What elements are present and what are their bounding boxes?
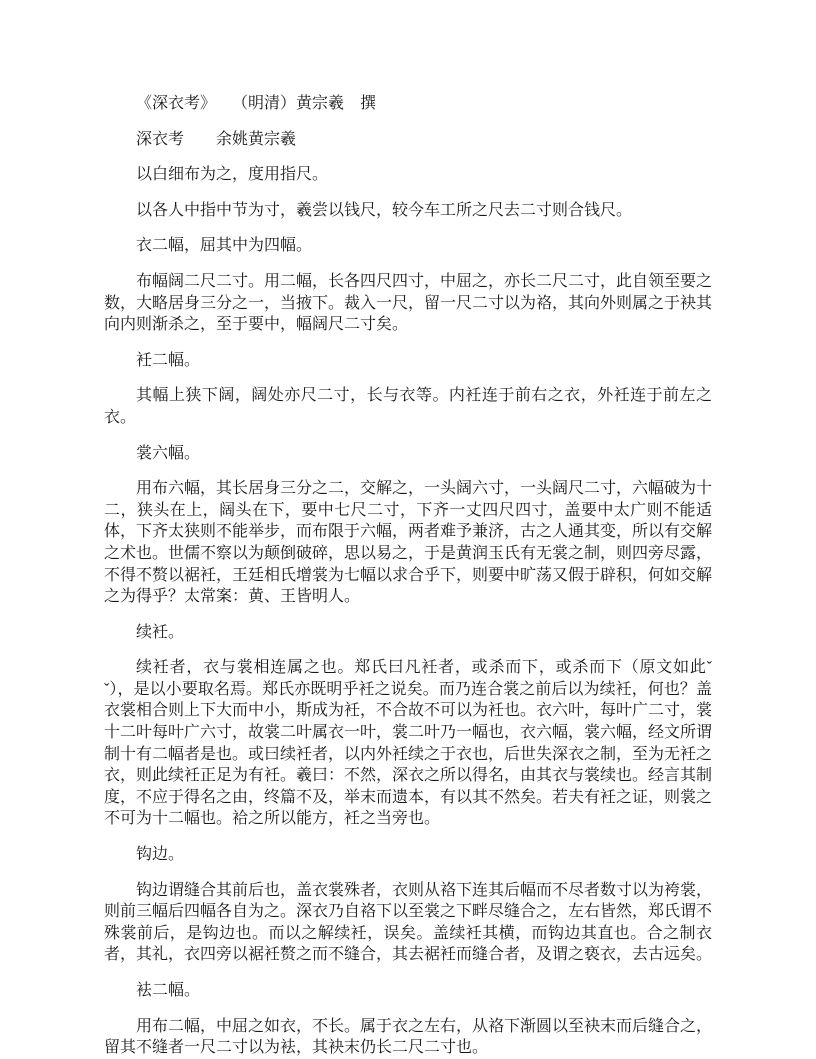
paragraph-ren-body: 其幅上狭下阔，阔处亦尺二寸，长与衣等。内衽连于前右之衣，外衽连于前左之衣。	[104, 387, 712, 426]
heading-goubian: 钩边。	[136, 846, 185, 864]
paragraph-measure: 以各人中指中节为寸，羲尝以钱尺，较今车工所之尺去二寸则合钱尺。	[136, 201, 633, 219]
paragraph-chang-body: 用布六幅，其长居身三分之二，交解之，一头阔六寸，一头阔尺二寸，六幅破为十二，狭头在上，阔头在下，要中七尺二寸，下齐一丈四尺四寸，盖要中太广则不能适体，下齐太狭则不能举步，而布限于六幅，两者难予兼济，古之人通其变，所以有交解之术也。世儒不察以为颠倒破碎，思以易之，于是黄润玉氏有无裳之制，则四旁尽露，不得不赘以裾衽，王廷相氏增裳为七幅以求合乎下，则要中旷荡又假于辟积，何如交解之为得乎？太常案：黄、王皆明人。	[104, 480, 713, 606]
paragraph-material: 以白细布为之，度用指尺。	[136, 166, 329, 184]
heading-qu: 袪二幅。	[136, 982, 201, 999]
paragraph-qu-body: 用布二幅，中屈之如衣，不长。属于衣之左右，从袼下渐圆以至袂末而后缝合之，留其不缝者一尺二寸以为袪，其袂末仍长二尺二寸也。	[104, 1017, 713, 1057]
paragraph-yi-body: 布幅阔二尺二寸。用二幅，长各四尺四寸，中屈之，亦长二尺二寸，此自领至要之数，大略居身三分之一，当掖下。裁入一尺，留一尺二寸以为袼，其向外则属之于袂其向内则渐杀之，至于要中，幅阔尺二寸矣。	[104, 272, 713, 334]
paragraph-goubian-body: 钩边谓缝合其前后也，盖衣裳殊者，衣则从袼下连其后幅而不尽者数寸以为袴裳，则前三幅后四幅各自为之。深衣乃自袼下以至裳之下畔尽缝合之，左右皆然，郑氏谓不殊裳前后，是钩边也。而以之解续衽，误矣。盖续衽其横，而钩边其直也。合之制衣者，其礼，衣四旁以裾衽赘之而不缝合，其去裾衽而缝合者，及谓之亵衣，去古远矣。	[104, 881, 713, 964]
paragraph-xuren-body: 续衽者，衣与裳相连属之也。郑氏曰凡衽者，或杀而下，或杀而下（原文如此ˇˇ），是以小要取名焉。郑氏亦既明乎衽之说矣。而乃连合裳之前后以为续衽，何也？盖衣裳相合则上下大而中小，斯成为衽，不合故不可以为衽也。衣六叶，每叶广二寸，裳十二叶每叶广六寸，故裳二叶属衣一叶，裳二叶乃一幅也，衣六幅，裳六幅，经文所谓制十有二幅者是也。或曰续衽者，以内外衽续之于衣也，后世失深衣之制，至为无衽之衣，则此续衽正足为有衽。羲曰：不然，深衣之所以得名，由其衣与裳续也。经言其制度，不应于得名之由，终篇不及，举末而遗本，有以其不然矣。若夫有衽之证，则裳之不可为十二幅也。袷之所以能方，衽之当旁也。	[104, 659, 713, 828]
heading-chang: 裳六幅。	[136, 444, 201, 462]
heading-ren: 衽二幅。	[136, 351, 201, 369]
heading-xuren: 续衽。	[136, 623, 185, 641]
book-title-line: 《深衣考》 （明清）黄宗羲 撰	[136, 95, 377, 112]
work-title-line: 深衣考 余姚黄宗羲	[136, 130, 297, 148]
paragraph-yi-intro: 衣二幅，屈其中为四幅。	[136, 237, 313, 255]
